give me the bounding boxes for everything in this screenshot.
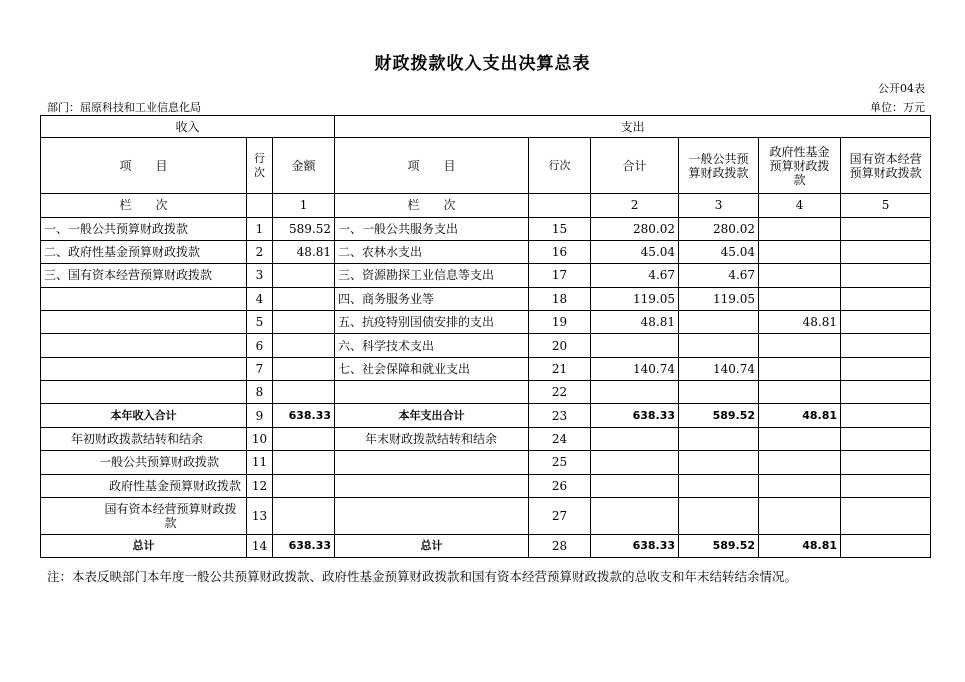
total-value xyxy=(591,497,679,535)
state-capital-value xyxy=(841,334,931,357)
table-row xyxy=(41,497,931,535)
gov-fund-value: 48.81 xyxy=(759,311,841,334)
total-value xyxy=(591,427,679,450)
gov-fund-value xyxy=(759,497,841,535)
expense-row-no: 21 xyxy=(529,357,591,380)
table-row xyxy=(41,287,931,310)
expense-item: 年末财政拨款结转和结余 xyxy=(335,427,529,450)
income-amount xyxy=(273,381,335,404)
gov-fund-value xyxy=(759,427,841,450)
expense-row-no-header: 行次 xyxy=(529,138,591,194)
income-amount-header: 金额 xyxy=(273,138,335,194)
table-row xyxy=(41,427,931,450)
page-title: 财政拨款收入支出决算总表 xyxy=(374,54,591,74)
expense-item xyxy=(335,381,529,404)
year-income-total-label: 本年收入合计 xyxy=(41,404,247,427)
unit-label: 单位：万元 xyxy=(870,101,925,114)
income-amount xyxy=(273,451,335,474)
income-amount xyxy=(273,427,335,450)
state-capital-value xyxy=(841,287,931,310)
general-value: 280.02 xyxy=(679,217,759,240)
general-value xyxy=(679,381,759,404)
state-capital-value xyxy=(841,217,931,240)
expense-item: 一、一般公共服务支出 xyxy=(335,217,529,240)
table-row xyxy=(41,334,931,357)
expense-row-no: 23 xyxy=(529,404,591,427)
total-value: 119.05 xyxy=(591,287,679,310)
col-index-3: 3 xyxy=(679,194,759,217)
total-value: 4.67 xyxy=(591,264,679,287)
expense-row-no: 18 xyxy=(529,287,591,310)
table-row xyxy=(41,357,931,380)
gov-fund-value: 48.81 xyxy=(759,535,841,558)
total-value: 140.74 xyxy=(591,357,679,380)
state-capital-value xyxy=(841,357,931,380)
income-row-no: 6 xyxy=(247,334,273,357)
expense-item: 七、社会保障和就业支出 xyxy=(335,357,529,380)
total-value xyxy=(591,381,679,404)
general-value: 4.67 xyxy=(679,264,759,287)
income-amount xyxy=(273,264,335,287)
header-row-columns xyxy=(41,138,931,194)
state-capital-value xyxy=(841,474,931,497)
column-index-row xyxy=(41,194,931,217)
general-budget-header: 一般公共预算财政拨款 xyxy=(679,138,759,194)
general-value: 589.52 xyxy=(679,404,759,427)
income-row-no: 5 xyxy=(247,311,273,334)
expense-item xyxy=(335,497,529,535)
income-row-no: 1 xyxy=(247,217,273,240)
gov-fund-value xyxy=(759,240,841,263)
income-item: 年初财政拨款结转和结余 xyxy=(41,427,247,450)
income-row-no: 3 xyxy=(247,264,273,287)
general-value: 119.05 xyxy=(679,287,759,310)
income-item: 三、国有资本经营预算财政拨款 xyxy=(41,264,247,287)
expense-row-no: 15 xyxy=(529,217,591,240)
income-amount: 589.52 xyxy=(273,217,335,240)
expense-item: 五、抗疫特别国债安排的支出 xyxy=(335,311,529,334)
general-value xyxy=(679,474,759,497)
income-row-no: 9 xyxy=(247,404,273,427)
expense-item: 四、商务服务业等 xyxy=(335,287,529,310)
gov-fund-value xyxy=(759,264,841,287)
empty-cell xyxy=(247,194,273,217)
state-capital-value xyxy=(841,497,931,535)
table-row xyxy=(41,451,931,474)
state-capital-value xyxy=(841,451,931,474)
general-value xyxy=(679,427,759,450)
income-item: 国有资本经营预算财政拨款 xyxy=(41,497,247,535)
table-row xyxy=(41,311,931,334)
table-row xyxy=(41,240,931,263)
state-capital-value xyxy=(841,240,931,263)
total-value xyxy=(591,334,679,357)
table-row xyxy=(41,474,931,497)
gov-fund-value xyxy=(759,334,841,357)
expense-row-no: 28 xyxy=(529,535,591,558)
general-value xyxy=(679,451,759,474)
expense-header: 支出 xyxy=(335,116,931,138)
table-row xyxy=(41,381,931,404)
grand-income-total-amount: 638.33 xyxy=(273,535,335,558)
expense-item-header: 项 目 xyxy=(335,138,529,194)
state-capital-value xyxy=(841,427,931,450)
income-item: 政府性基金预算财政拨款 xyxy=(41,474,247,497)
income-amount xyxy=(273,287,335,310)
budget-table xyxy=(40,115,931,558)
table-row xyxy=(41,264,931,287)
general-value xyxy=(679,311,759,334)
expense-row-no: 16 xyxy=(529,240,591,263)
year-income-total-amount: 638.33 xyxy=(273,404,335,427)
income-row-no: 4 xyxy=(247,287,273,310)
expense-item xyxy=(335,451,529,474)
expense-row-no: 27 xyxy=(529,497,591,535)
col-index-1: 1 xyxy=(273,194,335,217)
col-index-2: 2 xyxy=(591,194,679,217)
income-amount xyxy=(273,334,335,357)
gov-fund-value xyxy=(759,217,841,240)
expense-item: 二、农林水支出 xyxy=(335,240,529,263)
income-row-no: 12 xyxy=(247,474,273,497)
income-item-header: 项 目 xyxy=(41,138,247,194)
grand-income-total-label: 总计 xyxy=(41,535,247,558)
expense-item: 三、资源勘探工业信息等支出 xyxy=(335,264,529,287)
gov-fund-value xyxy=(759,287,841,310)
total-value: 48.81 xyxy=(591,311,679,334)
year-total-row xyxy=(41,404,931,427)
expense-row-no: 24 xyxy=(529,427,591,450)
expense-row-no: 20 xyxy=(529,334,591,357)
gov-fund-header: 政府性基金预算财政拨款 xyxy=(759,138,841,194)
total-value xyxy=(591,474,679,497)
income-amount xyxy=(273,497,335,535)
income-item: 一、一般公共预算财政拨款 xyxy=(41,217,247,240)
income-row-no: 11 xyxy=(247,451,273,474)
total-value: 638.33 xyxy=(591,535,679,558)
general-value xyxy=(679,334,759,357)
state-capital-value xyxy=(841,264,931,287)
expense-row-no: 25 xyxy=(529,451,591,474)
state-capital-value xyxy=(841,404,931,427)
general-value xyxy=(679,497,759,535)
state-capital-value xyxy=(841,311,931,334)
expense-row-no: 26 xyxy=(529,474,591,497)
table-row xyxy=(41,217,931,240)
income-row-no: 13 xyxy=(247,497,273,535)
income-item xyxy=(41,287,247,310)
state-capital-value xyxy=(841,535,931,558)
total-value: 280.02 xyxy=(591,217,679,240)
total-value xyxy=(591,451,679,474)
state-capital-value xyxy=(841,381,931,404)
expense-item: 六、科学技术支出 xyxy=(335,334,529,357)
income-item xyxy=(41,357,247,380)
income-row-no: 10 xyxy=(247,427,273,450)
gov-fund-value: 48.81 xyxy=(759,404,841,427)
gov-fund-value xyxy=(759,474,841,497)
col-label: 栏 次 xyxy=(41,194,247,217)
income-row-no-header: 行次 xyxy=(247,138,273,194)
expense-row-no: 19 xyxy=(529,311,591,334)
header-row-group xyxy=(41,116,931,138)
gov-fund-value xyxy=(759,451,841,474)
expense-row-no: 17 xyxy=(529,264,591,287)
income-row-no: 14 xyxy=(247,535,273,558)
form-code: 公开04表 xyxy=(878,82,925,95)
income-item: 一般公共预算财政拨款 xyxy=(41,451,247,474)
grand-total-row xyxy=(41,535,931,558)
gov-fund-value xyxy=(759,357,841,380)
general-value: 140.74 xyxy=(679,357,759,380)
footnote: 注：本表反映部门本年度一般公共预算财政拨款、政府性基金预算财政拨款和国有资本经营预算财政拨款的总收支和年末结转结余情况。 xyxy=(47,569,798,584)
income-row-no: 2 xyxy=(247,240,273,263)
expense-row-no: 22 xyxy=(529,381,591,404)
col-label-2: 栏 次 xyxy=(335,194,529,217)
income-item: 二、政府性基金预算财政拨款 xyxy=(41,240,247,263)
col-index-4: 4 xyxy=(759,194,841,217)
income-row-no: 8 xyxy=(247,381,273,404)
general-value: 589.52 xyxy=(679,535,759,558)
col-index-5: 5 xyxy=(841,194,931,217)
income-item xyxy=(41,311,247,334)
department-label: 部门：屈原科技和工业信息化局 xyxy=(47,101,201,114)
general-value: 45.04 xyxy=(679,240,759,263)
income-amount xyxy=(273,311,335,334)
income-header: 收入 xyxy=(41,116,335,138)
expense-item xyxy=(335,474,529,497)
income-amount xyxy=(273,357,335,380)
income-row-no: 7 xyxy=(247,357,273,380)
income-amount xyxy=(273,474,335,497)
year-expense-total-label: 本年支出合计 xyxy=(335,404,529,427)
gov-fund-value xyxy=(759,381,841,404)
income-amount: 48.81 xyxy=(273,240,335,263)
grand-expense-total-label: 总计 xyxy=(335,535,529,558)
income-item xyxy=(41,334,247,357)
state-capital-header: 国有资本经营预算财政拨款 xyxy=(841,138,931,194)
total-value: 638.33 xyxy=(591,404,679,427)
empty-cell xyxy=(529,194,591,217)
total-header: 合计 xyxy=(591,138,679,194)
total-value: 45.04 xyxy=(591,240,679,263)
income-item xyxy=(41,381,247,404)
